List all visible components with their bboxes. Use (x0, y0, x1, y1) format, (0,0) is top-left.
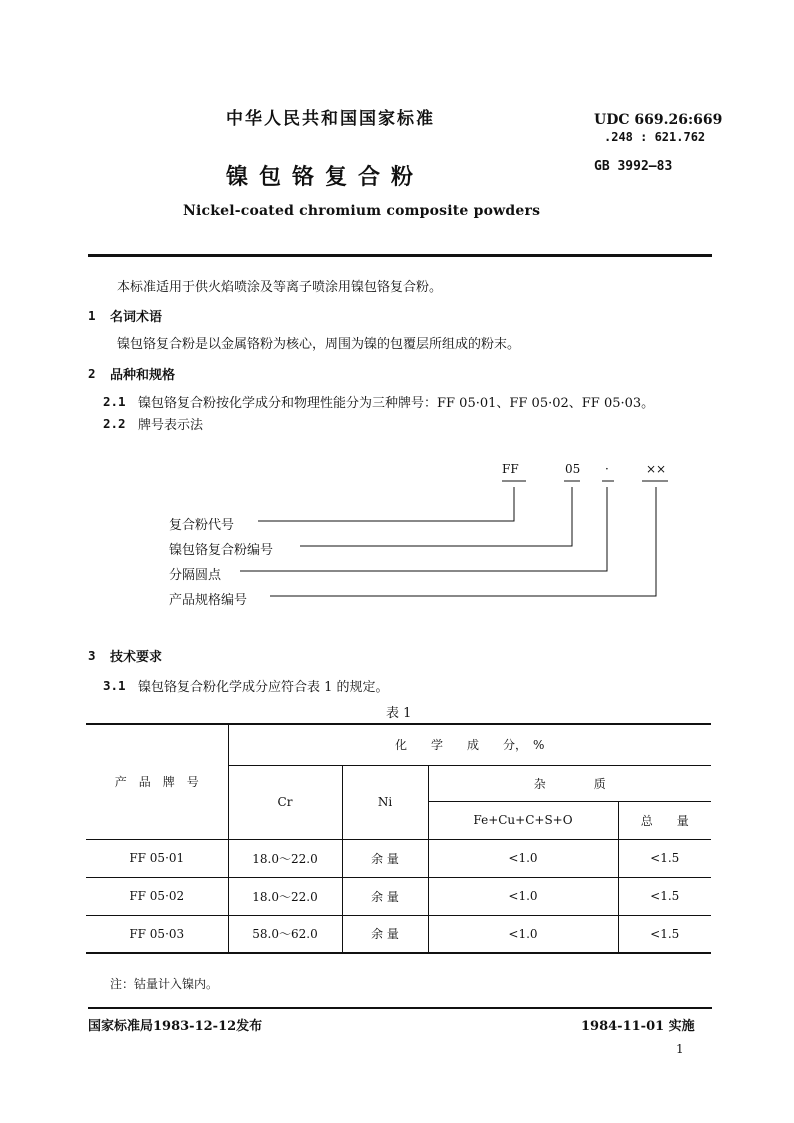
code-part-05: 05 (565, 462, 581, 476)
section-2-title: 品种和规格 (110, 368, 176, 383)
header-total: 总 量 (618, 801, 711, 839)
item-3-1-number: 3.1 (103, 678, 126, 693)
standard-name: 中华人民共和国国家标准 (226, 109, 435, 129)
udc-code-continued: .248 : 621.762 (604, 130, 706, 144)
composition-table (86, 723, 711, 954)
effective-date: 1984-11-01 实施 (581, 1019, 695, 1034)
cell-total: <1.5 (618, 839, 711, 877)
header-fe-cu-c-s-o: Fe+Cu+C+S+O (428, 801, 618, 839)
cell-fe-cu-c-s-o: <1.0 (428, 839, 618, 877)
table-caption: 表 1 (386, 706, 412, 721)
gb-number: GB 3992—83 (594, 159, 673, 174)
english-title: Nickel-coated chromium composite powders (183, 203, 541, 219)
cell-grade: FF 05·03 (86, 915, 228, 953)
item-2-1-number: 2.1 (103, 394, 126, 409)
issue-date: 国家标准局1983-12-12发布 (88, 1019, 263, 1034)
cell-ni: 余 量 (342, 877, 428, 915)
cell-cr: 18.0～22.0 (228, 839, 342, 877)
section-2-number: 2 (88, 366, 96, 381)
section-3-title: 技术要求 (110, 650, 163, 665)
table-row (86, 877, 711, 915)
table-row (86, 839, 711, 877)
header-impurity: 杂 质 (428, 765, 711, 801)
udc-code: UDC 669.26:669 (594, 112, 723, 128)
section-3-number: 3 (88, 648, 96, 663)
section-1-text: 镍包铬复合粉是以金属铬粉为核心，周围为镍的包覆层所组成的粉末。 (117, 337, 521, 352)
intro-paragraph: 本标准适用于供火焰喷涂及等离子喷涂用镍包铬复合粉。 (117, 280, 443, 295)
cell-total: <1.5 (618, 877, 711, 915)
label-spec-number: 产品规格编号 (169, 593, 248, 608)
item-3-1-text: 镍包铬复合粉化学成分应符合表 1 的规定。 (138, 680, 389, 695)
code-part-dot: · (605, 462, 609, 476)
table-note: 注：钴量计入镍内。 (110, 977, 219, 991)
cell-cr: 18.0～22.0 (228, 877, 342, 915)
header-chemical-composition: 化 学 成 分， % (228, 724, 711, 765)
document-title: 镍包铬复合粉 (226, 164, 425, 190)
label-composite-code: 复合粉代号 (169, 518, 235, 533)
label-powder-number: 镍包铬复合粉编号 (169, 543, 274, 558)
code-part-xx: ×× (646, 462, 667, 476)
table-row (86, 915, 711, 953)
footer-divider (88, 1007, 712, 1009)
label-separator-dot: 分隔圆点 (169, 568, 222, 583)
code-part-ff: FF (502, 462, 519, 476)
header-product-grade: 产 品 牌 号 (86, 724, 228, 839)
cell-ni: 余 量 (342, 839, 428, 877)
item-2-1-text: 镍包铬复合粉按化学成分和物理性能分为三种牌号：FF 05·01、FF 05·02、FF 05·03。 (138, 396, 655, 411)
cell-cr: 58.0～62.0 (228, 915, 342, 953)
cell-fe-cu-c-s-o: <1.0 (428, 877, 618, 915)
header-ni: Ni (342, 765, 428, 839)
item-2-2-text: 牌号表示法 (138, 418, 204, 433)
cell-ni: 余 量 (342, 915, 428, 953)
section-1-number: 1 (88, 308, 96, 323)
item-2-2-number: 2.2 (103, 416, 126, 431)
cell-total: <1.5 (618, 915, 711, 953)
cell-grade: FF 05·01 (86, 839, 228, 877)
page-number: 1 (676, 1042, 684, 1056)
cell-fe-cu-c-s-o: <1.0 (428, 915, 618, 953)
header-cr: Cr (228, 765, 342, 839)
cell-grade: FF 05·02 (86, 877, 228, 915)
section-1-title: 名词术语 (110, 310, 163, 325)
